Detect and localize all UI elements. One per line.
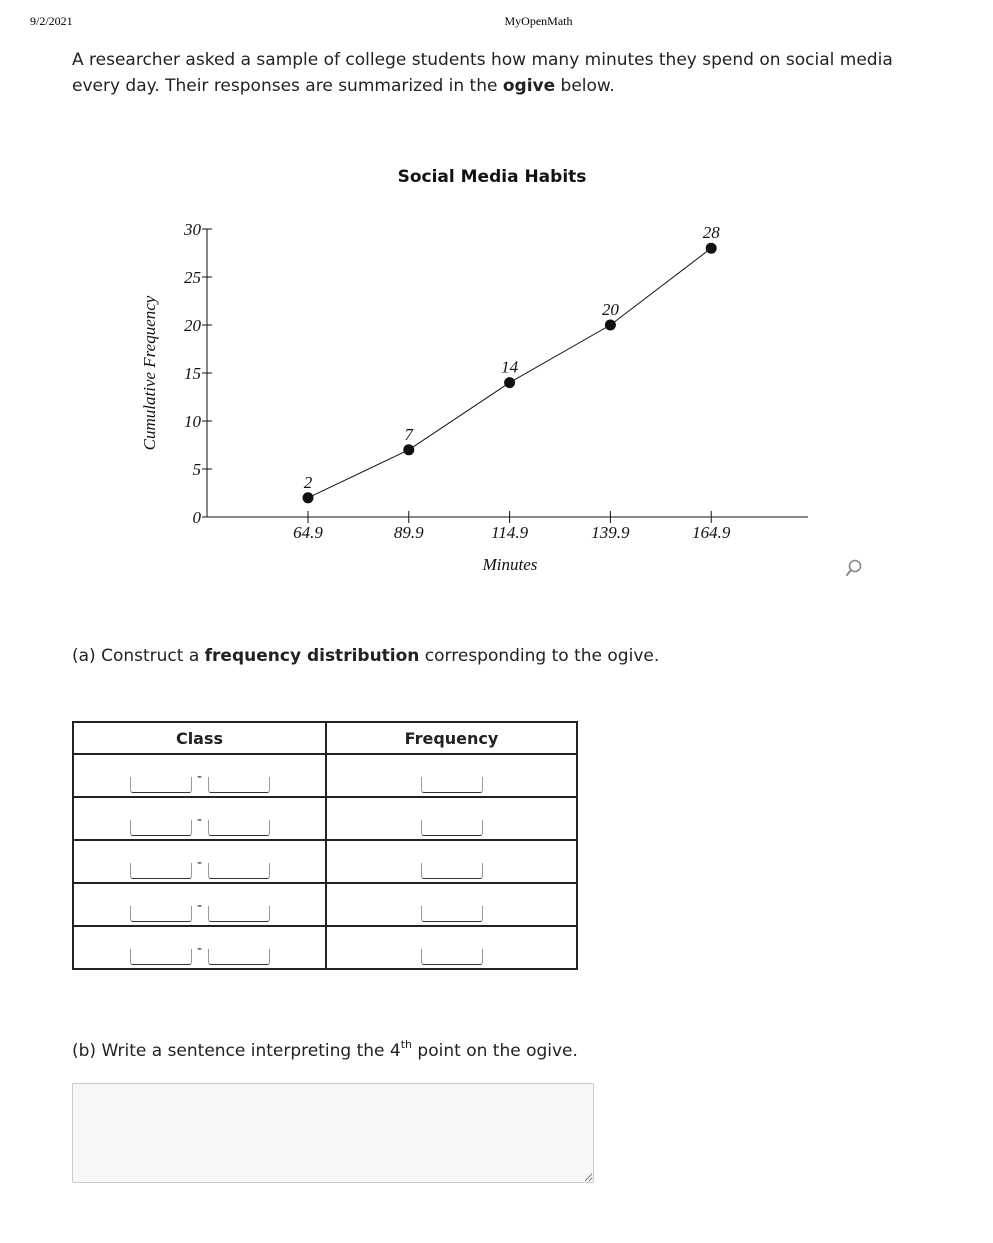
ogive-point [706,243,717,254]
point-data-label: 28 [702,223,720,243]
frequency-table [72,721,578,970]
point-data-label: 20 [601,300,619,319]
class-upper-input[interactable] [208,949,270,965]
part-a-prefix: (a) Construct a [72,646,205,666]
class-cell [73,754,326,797]
x-ticks [293,511,731,542]
frequency-cell [326,926,577,969]
class-separator: - [196,768,203,785]
x-tick-label: 89.9 [393,523,424,542]
class-cell [73,883,326,926]
ogive-chart [0,0,993,600]
class-lower-input[interactable] [130,949,192,965]
x-tick-label: 139.9 [591,523,630,542]
part-a-bold: frequency distribution [204,646,420,666]
question-intro-end: below. [555,76,615,96]
class-cell [73,840,326,883]
class-separator: - [196,854,203,871]
class-lower-input[interactable] [130,820,192,836]
frequency-input[interactable] [421,863,483,879]
class-separator: - [196,897,203,914]
chart-title: Social Media Habits [397,167,587,187]
frequency-input[interactable] [421,949,483,965]
x-axis-label: Minutes [482,555,538,574]
ogive-points [303,223,721,503]
print-date: 9/2/2021 [30,14,73,28]
table-row [73,754,577,797]
ogive-point [403,444,414,455]
class-separator: - [196,811,203,828]
part-b-prompt [72,1038,578,1064]
part-b-suffix: point on the ogive. [412,1041,578,1061]
question-intro: A researcher asked a sample of college students how many minutes they spend on social media every day. Their responses are summarized in the [72,50,893,96]
class-lower-input[interactable] [130,777,192,793]
table-row [73,797,577,840]
class-lower-input[interactable] [130,863,192,879]
frequency-cell [326,883,577,926]
frequency-cell [326,797,577,840]
part-b-prefix: (b) Write a sentence interpreting the 4 [72,1041,401,1061]
x-tick-label: 164.9 [692,523,731,542]
class-cell [73,926,326,969]
point-data-label: 2 [303,472,313,492]
x-tick-label: 64.9 [293,523,323,542]
class-lower-input[interactable] [130,906,192,922]
class-upper-input[interactable] [208,906,270,922]
y-tick-label: 0 [192,508,201,527]
table-row [73,926,577,969]
table-header-row [73,722,577,754]
y-tick-label: 10 [184,412,201,431]
site-title: MyOpenMath [504,14,573,28]
class-upper-input[interactable] [208,863,270,879]
table-row [73,883,577,926]
point-data-label: 14 [501,357,519,377]
frequency-cell [326,840,577,883]
question-ogive-term: ogive [502,76,556,96]
frequency-cell [326,754,577,797]
zoom-magnifier-icon[interactable] [845,558,863,578]
header-frequency: Frequency [326,722,577,754]
ogive-point [504,377,515,388]
part-b-superscript: th [400,1038,413,1051]
x-tick-label: 114.9 [491,523,529,542]
part-a-suffix: corresponding to the ogive. [419,646,660,666]
table-row [73,840,577,883]
class-upper-input[interactable] [208,777,270,793]
interpretation-answer-textarea[interactable] [72,1083,594,1183]
y-tick-label: 15 [184,364,201,383]
header-class: Class [73,722,326,754]
y-tick-label: 5 [192,460,201,479]
y-tick-label: 30 [184,220,201,239]
y-axis-label: Cumulative Frequency [140,295,159,451]
y-tick-label: 25 [184,268,201,287]
class-cell [73,797,326,840]
ogive-point [303,492,314,503]
frequency-input[interactable] [421,906,483,922]
frequency-input[interactable] [421,777,483,793]
y-tick-label: 20 [184,316,201,335]
part-a-prompt [72,643,659,669]
ogive-point [605,320,616,331]
y-ticks [183,220,212,527]
frequency-input[interactable] [421,820,483,836]
point-data-label: 7 [404,424,414,444]
class-separator: - [196,940,203,957]
class-upper-input[interactable] [208,820,270,836]
